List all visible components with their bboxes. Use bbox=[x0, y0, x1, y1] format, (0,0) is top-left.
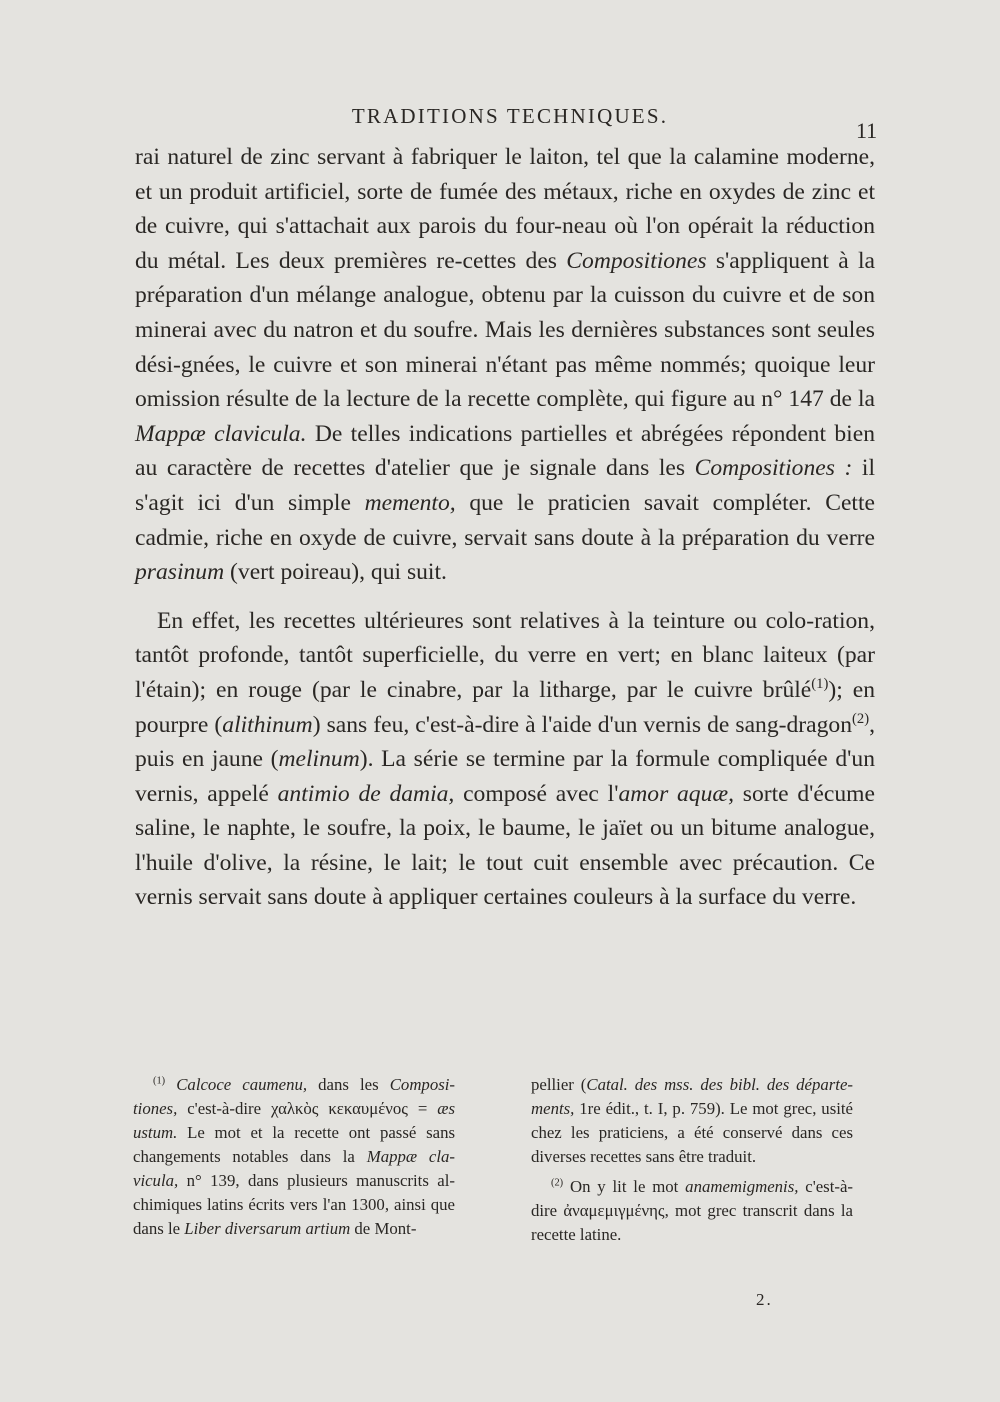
main-text bbox=[135, 140, 875, 915]
running-title: TRADITIONS TECHNIQUES. bbox=[351, 104, 669, 128]
text-span: dans les bbox=[307, 1075, 390, 1094]
italic-span: Liber diversarum artium bbox=[184, 1219, 351, 1238]
text-span: que le praticien savait compléter. Cette cadmie, riche en oxyde de cuivre, servait sans doute à la préparation du verre bbox=[135, 489, 876, 551]
text-span: c'est-à-dire χαλκὸς κεκαυμένος = bbox=[177, 1099, 438, 1118]
text-span: 1re édit., t. I, p. 759). Le mot grec, usité chez les praticiens, a été conservé dans ces diverses recettes sans être traduit. bbox=[531, 1099, 853, 1166]
paragraph-2 bbox=[135, 604, 875, 915]
text-span: On y lit le mot bbox=[563, 1177, 686, 1196]
italic-span: Compositiones bbox=[566, 247, 707, 274]
footnote-1-continued bbox=[531, 1073, 853, 1169]
italic-span: amor aquæ, bbox=[618, 780, 735, 807]
text-span: de Mont- bbox=[350, 1219, 417, 1238]
italic-span: alithinum bbox=[222, 711, 313, 738]
footnote-mark: (1) bbox=[153, 1075, 166, 1087]
italic-span: Mappæ cla-vicula, bbox=[133, 1147, 455, 1190]
footnote-1 bbox=[133, 1073, 455, 1241]
text-span: n° 139, dans plusieurs manuscrits al-chimiques latins écrits vers l'an 1300, ainsi que dans le bbox=[133, 1171, 455, 1238]
italic-span: Compositiones : bbox=[694, 455, 853, 482]
italic-span: æs ustum. bbox=[133, 1099, 455, 1142]
italic-span: prasinum bbox=[135, 559, 225, 586]
footnote-column-left bbox=[133, 1073, 455, 1247]
text-span: sorte d'écume saline, le naphte, le soufre, la poix, le baume, le jaïet ou un bitume analogue, l'huile d'olive, la résine, le lait; le tout cuit ensemble avec précaution. Ce vernis servait sans doute à appliquer certaines couleurs à la surface du verre. bbox=[135, 780, 876, 911]
text-span: c'est-à-dire ἀναμεμιγμένης, mot grec transcrit dans la recette latine. bbox=[531, 1177, 853, 1244]
text-span: , puis en jaune ( bbox=[135, 711, 875, 773]
text-span: il s'agit ici d'un simple bbox=[135, 455, 875, 516]
italic-span: melinum bbox=[278, 746, 360, 773]
text-span: ). La série se termine par la formule compliquée d'un vernis, appelé bbox=[135, 746, 875, 807]
text-span: Le mot et la recette ont passé sans changements notables dans la bbox=[133, 1123, 455, 1166]
footnote-ref-1: (1) bbox=[811, 676, 829, 693]
text-span: pellier ( bbox=[531, 1075, 587, 1094]
footnotes bbox=[133, 1073, 853, 1247]
text-span: rai naturel de zinc servant à fabriquer le laiton, tel que la calamine moderne, et un produit artificiel, sorte de fumée des métaux, riche en oxydes de zinc et de cuivre, qui s'attachait aux parois du four-neau où l'on opérait la réduction du métal. Les deux premières re-cettes des bbox=[135, 144, 875, 274]
text-span: En effet, les recettes ultérieures sont relatives à la teinture ou colo-ration, tantôt profonde, tantôt superficielle, du verre en vert; en blanc laiteux (par l'étain); en rouge (par le cinabre, par la litharge, par le cuivre brûlé bbox=[135, 607, 875, 703]
text-span: ) sans feu, c'est-à-dire à l'aide d'un vernis de sang-dragon bbox=[312, 711, 853, 738]
footnote-ref-2: (2) bbox=[852, 710, 870, 727]
text-span: composé avec l' bbox=[454, 780, 619, 807]
footnote-mark: (2) bbox=[551, 1177, 564, 1189]
italic-span: Catal. des mss. des bibl. des départe-ments, bbox=[531, 1075, 853, 1118]
paragraph-1 bbox=[135, 140, 875, 590]
italic-span: antimio de damia, bbox=[277, 780, 455, 807]
footnote-column-right bbox=[531, 1073, 853, 1247]
gathering-signature: 2. bbox=[756, 1290, 773, 1309]
footnote-2 bbox=[531, 1175, 853, 1247]
page-number: 11 bbox=[856, 118, 878, 143]
italic-span: anamemigmenis, bbox=[685, 1177, 799, 1196]
italic-span: Calcoce caumenu, bbox=[176, 1075, 308, 1094]
text-span: De telles indications partielles et abrégées répondent bien au caractère de recettes d'atelier que je signale dans les bbox=[135, 420, 875, 482]
text-span: ); en pourpre ( bbox=[135, 676, 875, 738]
italic-span: Composi-tiones, bbox=[133, 1075, 455, 1118]
text-span: s'appliquent à la préparation d'un mélange analogue, obtenu par la cuisson du cuivre et de son minerai avec du natron et du soufre. Mais les dernières substances sont seules dési-gnées, le cuivre et son minerai n'étant pas même nommés; quoique leur omission résulte de la lecture de la recette complète, qui figure au n° 147 de la bbox=[135, 247, 875, 413]
text-span: (vert poireau), qui suit. bbox=[224, 559, 447, 586]
italic-span: memento, bbox=[364, 489, 456, 516]
italic-span: Mappæ clavicula. bbox=[135, 420, 307, 447]
